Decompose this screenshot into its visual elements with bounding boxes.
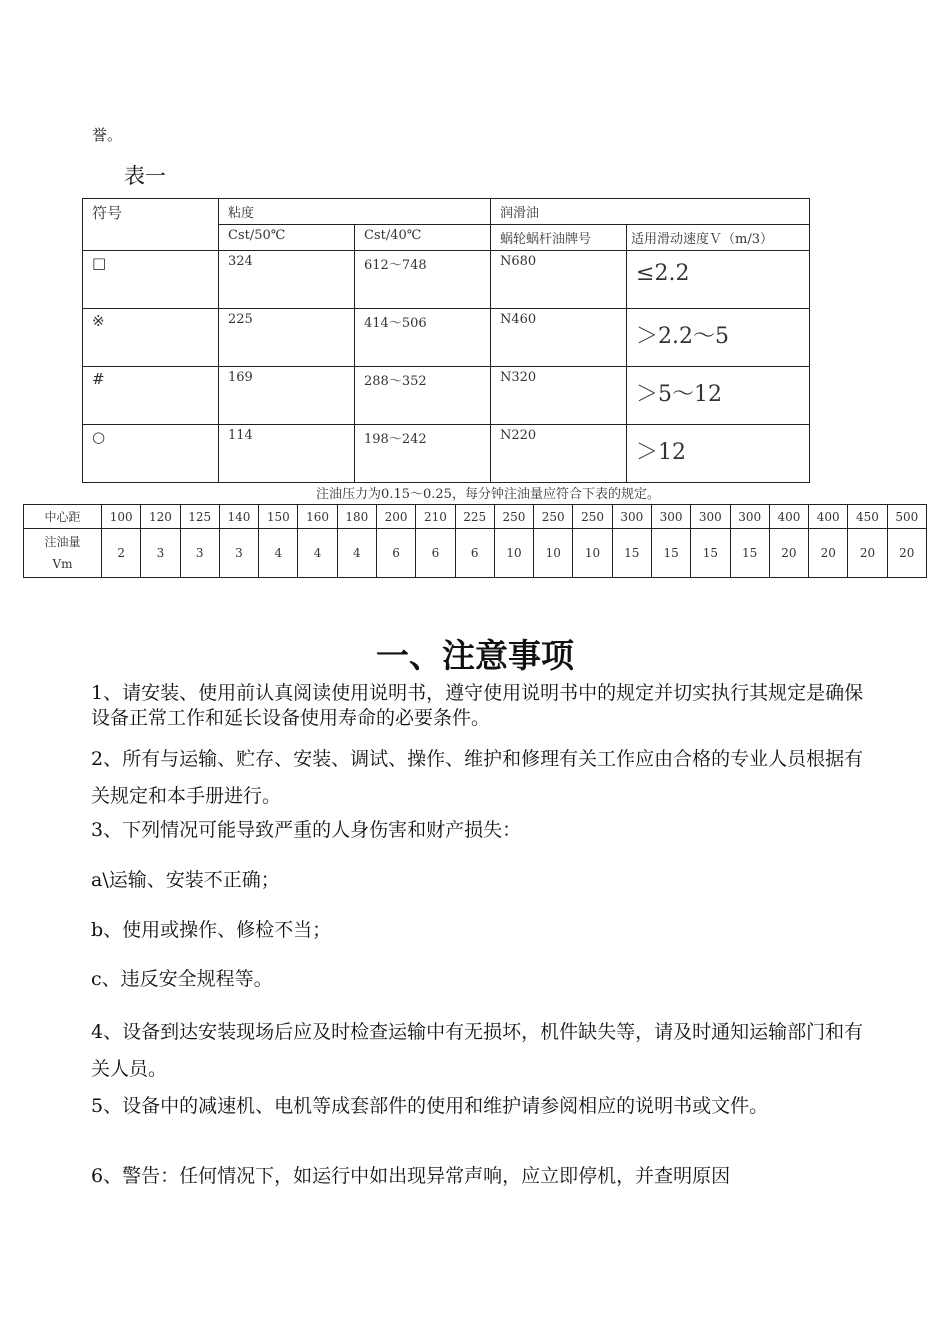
- cell-speed: ＞2.2～5: [627, 309, 810, 367]
- cell-center-distance: 200: [376, 505, 415, 529]
- cell-cst40: 198～242: [355, 425, 491, 483]
- cell-oil-quantity: 4: [259, 529, 298, 578]
- cell-oil-quantity: 6: [376, 529, 415, 578]
- cell-center-distance: 300: [612, 505, 651, 529]
- cell-oil-quantity: 20: [848, 529, 887, 578]
- header-symbol: 符号: [83, 199, 219, 251]
- paragraph-1: 1、请安装、使用前认真阅读使用说明书，遵守使用说明书中的规定并切实执行其规定是确保设备正常工作和延长设备使用寿命的必要条件。: [91, 682, 864, 729]
- table-row: [83, 309, 810, 367]
- paragraph-c: c、违反安全规程等。: [91, 968, 273, 990]
- cell-center-distance: 120: [141, 505, 180, 529]
- cell-brand: N220: [491, 425, 627, 483]
- cell-cst40: 288～352: [355, 367, 491, 425]
- cell-symbol: #: [83, 367, 219, 425]
- table-row: [83, 251, 810, 309]
- cell-oil-quantity: 4: [337, 529, 376, 578]
- cell-brand: N680: [491, 251, 627, 309]
- label-oil-quantity: [24, 529, 102, 578]
- cell-oil-quantity: 15: [651, 529, 690, 578]
- cell-cst40: 612～748: [355, 251, 491, 309]
- cell-oil-quantity: 2: [102, 529, 141, 578]
- cell-cst40: 414～506: [355, 309, 491, 367]
- cell-center-distance: 160: [298, 505, 337, 529]
- section-title: 一、注意事项: [376, 636, 574, 675]
- cell-center-distance: 150: [259, 505, 298, 529]
- cell-brand: N320: [491, 367, 627, 425]
- table-row: [83, 425, 810, 483]
- lubricant-table: [82, 198, 810, 483]
- paragraph-a: a\运输、安装不正确；: [91, 869, 280, 891]
- cell-center-distance: 210: [416, 505, 455, 529]
- cell-oil-quantity: 3: [141, 529, 180, 578]
- header-brand: 蜗轮蜗杆油牌号: [491, 225, 627, 251]
- cell-oil-quantity: 15: [691, 529, 730, 578]
- cell-center-distance: 300: [691, 505, 730, 529]
- cell-center-distance: 250: [534, 505, 573, 529]
- paragraph-5: 5、设备中的减速机、电机等成套部件的使用和维护请参阅相应的说明书或文件。: [91, 1095, 769, 1117]
- cell-speed: ＞5～12: [627, 367, 810, 425]
- cell-center-distance: 100: [102, 505, 141, 529]
- table1-caption: 表一: [124, 164, 166, 188]
- header-speed: 适用滑动速度Ｖ（m/3）: [627, 225, 810, 251]
- cell-cst50: 169: [219, 367, 355, 425]
- cell-center-distance: 400: [809, 505, 848, 529]
- paragraph-4: 4、设备到达安装现场后应及时检查运输中有无损坏，机件缺失等，请及时通知运输部门和有关人员。: [91, 1021, 864, 1080]
- cell-oil-quantity: 4: [298, 529, 337, 578]
- cell-center-distance: 140: [219, 505, 258, 529]
- cell-speed: ＞12: [627, 425, 810, 483]
- cell-oil-quantity: 15: [730, 529, 769, 578]
- paragraph-2: 2、所有与运输、贮存、安装、调试、操作、维护和修理有关工作应由合格的专业人员根据有关规定和本手册进行。: [91, 748, 864, 807]
- cell-center-distance: 225: [455, 505, 494, 529]
- label-oil-quantity-line2: Vm: [52, 557, 73, 571]
- cell-oil-quantity: 20: [769, 529, 808, 578]
- cell-symbol: ○: [83, 425, 219, 483]
- cell-center-distance: 250: [494, 505, 533, 529]
- cell-center-distance: 125: [180, 505, 219, 529]
- cell-oil-quantity: 6: [455, 529, 494, 578]
- cell-cst50: 114: [219, 425, 355, 483]
- cell-oil-quantity: 20: [809, 529, 848, 578]
- cell-center-distance: 500: [887, 505, 926, 529]
- label-center-distance: 中心距: [24, 505, 102, 529]
- paragraph-b: b、使用或操作、修检不当；: [91, 919, 332, 941]
- cell-center-distance: 450: [848, 505, 887, 529]
- cell-oil-quantity: 15: [612, 529, 651, 578]
- table-row: [83, 367, 810, 425]
- cell-oil-quantity: 6: [416, 529, 455, 578]
- paragraph-3: 3、下列情况可能导致严重的人身伤害和财产损失：: [91, 819, 522, 841]
- cell-center-distance: 400: [769, 505, 808, 529]
- text-fragment: 誉。: [92, 126, 123, 144]
- cell-symbol: ※: [83, 309, 219, 367]
- paragraph-6: 6、警告：任何情况下，如运行中如出现异常声响，应立即停机，并查明原因: [91, 1165, 731, 1187]
- cell-center-distance: 300: [730, 505, 769, 529]
- cell-oil-quantity: 20: [887, 529, 926, 578]
- cell-symbol: □: [83, 251, 219, 309]
- label-oil-quantity-line1: 注油量: [44, 535, 81, 549]
- cell-oil-quantity: 3: [180, 529, 219, 578]
- cell-speed: ≤2.2: [627, 251, 810, 309]
- cell-oil-quantity: 10: [534, 529, 573, 578]
- header-cst50: Cst/50℃: [219, 225, 355, 251]
- cell-cst50: 225: [219, 309, 355, 367]
- cell-cst50: 324: [219, 251, 355, 309]
- cell-brand: N460: [491, 309, 627, 367]
- oil-quantity-table: [23, 504, 927, 578]
- cell-oil-quantity: 10: [494, 529, 533, 578]
- cell-oil-quantity: 10: [573, 529, 612, 578]
- cell-center-distance: 180: [337, 505, 376, 529]
- cell-oil-quantity: 3: [219, 529, 258, 578]
- header-lubricant: 润滑油: [491, 199, 810, 225]
- header-viscosity: 粘度: [219, 199, 491, 225]
- cell-center-distance: 250: [573, 505, 612, 529]
- header-cst40: Cst/40℃: [355, 225, 491, 251]
- table2-caption: 注油压力为0.15～0.25，每分钟注油量应符合下表的规定。: [316, 487, 660, 502]
- cell-center-distance: 300: [651, 505, 690, 529]
